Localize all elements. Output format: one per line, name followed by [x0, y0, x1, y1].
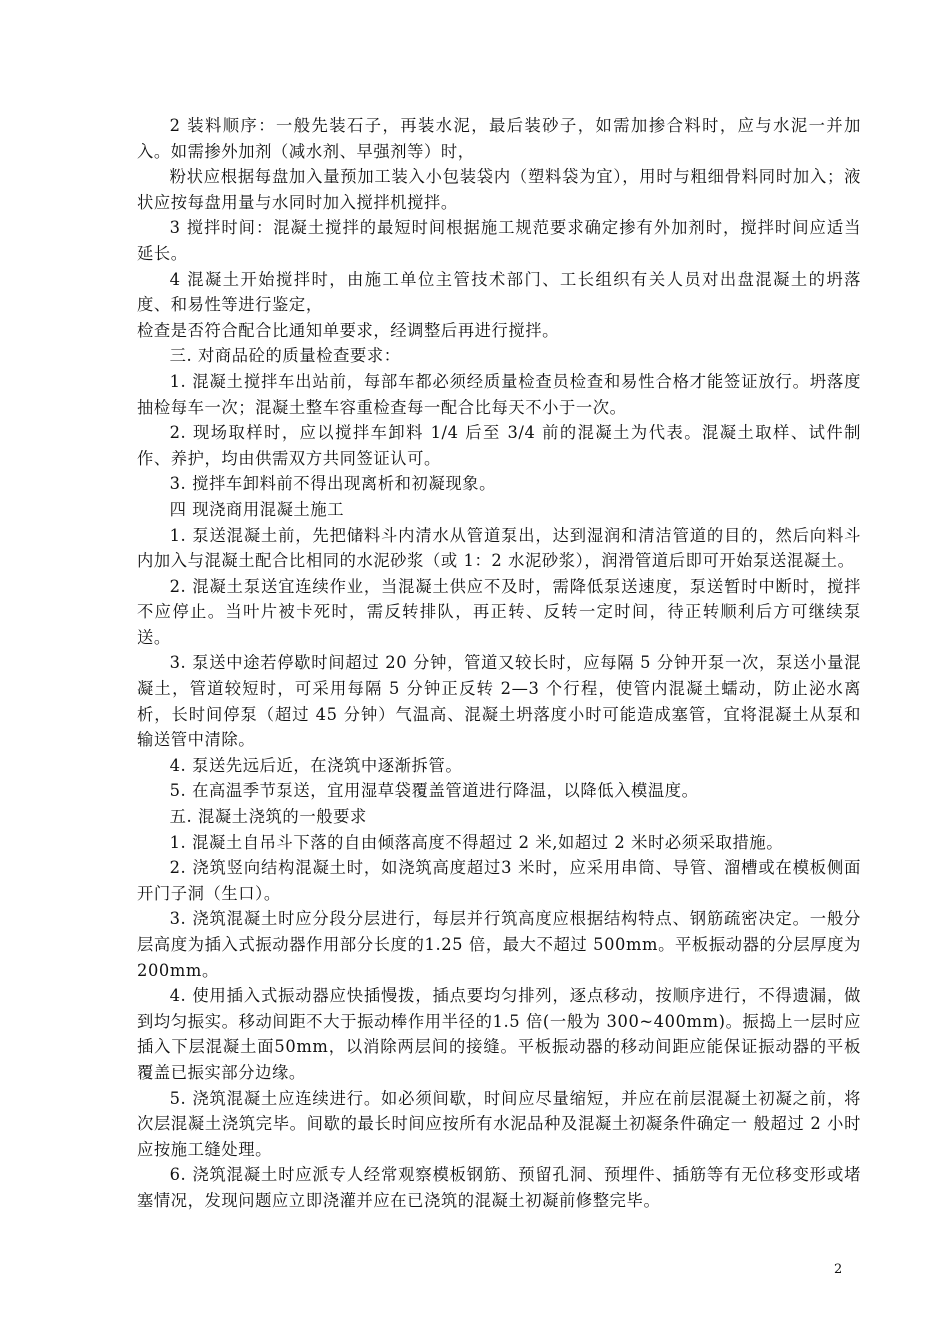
body-paragraph: 2 装料顺序：一般先装石子，再装水泥，最后装砂子，如需加掺合料时，应与水泥一并加入。如需掺外加剂（减水剂、早强剂等）时，: [137, 116, 861, 161]
body-paragraph: 5. 在高温季节泵送，宜用湿草袋覆盖管道进行降温，以降低入模温度。: [169, 781, 699, 801]
body-paragraph: 1. 混凝土搅拌车出站前，每部车都必须经质量检查员检查和易性合格才能签证放行。坍落度抽检每车一次；混凝土整车容重检查每一配合比每天不小于一次。: [137, 371, 861, 417]
body-paragraph: 检查是否符合配合比通知单要求，经调整后再进行搅拌。: [137, 320, 560, 340]
body-paragraph: 3. 搅拌车卸料前不得出现离析和初凝现象。: [169, 474, 496, 494]
body-paragraph: 五. 混凝土浇筑的一般要求: [169, 807, 367, 827]
body-paragraph: 4. 使用插入式振动器应快插慢拨，插点要均匀排列，逐点移动，按顺序进行，不得遗漏，做到均匀振实。移动间距不大于振动棒作用半径的1.5 倍(一般为 300~400mm)。振捣上一层时应插入下层混凝土面50mm，以消除两层间的接缝。平板振动器的移动间距应能保证振动器的平板覆盖已振实部分边缘。: [137, 986, 861, 1082]
body-paragraph: 4 混凝土开始搅拌时，由施工单位主管技术部门、工长组织有关人员对出盘混凝土的坍落度、和易性等进行鉴定，: [137, 269, 861, 315]
body-paragraph: 2. 浇筑竖向结构混凝土时，如浇筑高度超过3 米时，应采用串筒、导管、溜槽或在模板侧面开门子洞（生口）。: [137, 858, 861, 903]
body-paragraph: 1. 泵送混凝土前，先把储料斗内清水从管道泵出，达到湿润和清洁管道的目的，然后向料斗内加入与混凝土配合比相同的水泥砂浆（或 1：2 水泥砂浆），润滑管道后即可开始泵送混凝土。: [137, 525, 861, 571]
body-paragraph: 2. 混凝土泵送宜连续作业，当混凝土供应不及时，需降低泵送速度，泵送暂时中断时，搅拌不应停止。当叶片被卡死时，需反转排队，再正转、反转一定时间，待正转顺利后方可继续泵送。: [137, 576, 861, 647]
body-paragraph: 3. 泵送中途若停歇时间超过 20 分钟，管道又较长时，应每隔 5 分钟开泵一次，泵送小量混凝土，管道较短时，可采用每隔 5 分钟正反转 2—3 个行程，使管内混凝土蠕动，防止泌水离析，长时间停泵（超过 45 分钟）气温高、混凝土坍落度小时可能造成塞管，宜将混凝土从泵和输送管中清除。: [137, 653, 861, 750]
body-paragraph: 3 搅拌时间：混凝土搅拌的最短时间根据施工规范要求确定掺有外加剂时，搅拌时间应适当延长。: [137, 218, 861, 263]
body-paragraph: 4. 泵送先远后近，在浇筑中逐渐拆管。: [169, 755, 463, 775]
body-paragraph: 2. 现场取样时，应以搅拌车卸料 1/4 后至 3/4 前的混凝土为代表。混凝土取样、试件制作、养护，均由供需双方共同签证认可。: [137, 423, 861, 468]
body-paragraph: 1. 混凝土自吊斗下落的自由倾落高度不得超过 2 米,如超过 2 米时必须采取措施。: [169, 832, 784, 852]
body-paragraph: 6. 浇筑混凝土时应派专人经常观察模板钢筋、预留孔洞、预埋件、插筋等有无位移变形或堵塞情况，发现问题应立即浇灌并应在已浇筑的混凝土初凝前修整完毕。: [137, 1165, 861, 1210]
document-body: [137, 113, 861, 1214]
body-paragraph: 3. 浇筑混凝土时应分段分层进行，每层并行筑高度应根据结构特点、钢筋疏密决定。一般分层高度为插入式振动器作用部分长度的1.25 倍，最大不超过 500mm。平板振动器的分层厚度为200mm。: [137, 909, 861, 980]
body-paragraph: 粉状应根据每盘加入量预加工装入小包装袋内（塑料袋为宜），用时与粗细骨料同时加入；液状应按每盘用量与水同时加入搅拌机搅拌。: [137, 167, 861, 212]
body-paragraph: 四 现浇商用混凝土施工: [169, 499, 345, 519]
page-number: 2: [834, 1262, 843, 1277]
body-paragraph: 三. 对商品砼的质量检查要求：: [169, 346, 401, 366]
body-paragraph: 5. 浇筑混凝土应连续进行。如必须间歇，时间应尽量缩短，并应在前层混凝土初凝之前，将次层混凝土浇筑完毕。间歇的最长时间应按所有水泥品种及混凝土初凝条件确定一 般超过 2 小时应按施工缝处理。: [137, 1088, 861, 1159]
